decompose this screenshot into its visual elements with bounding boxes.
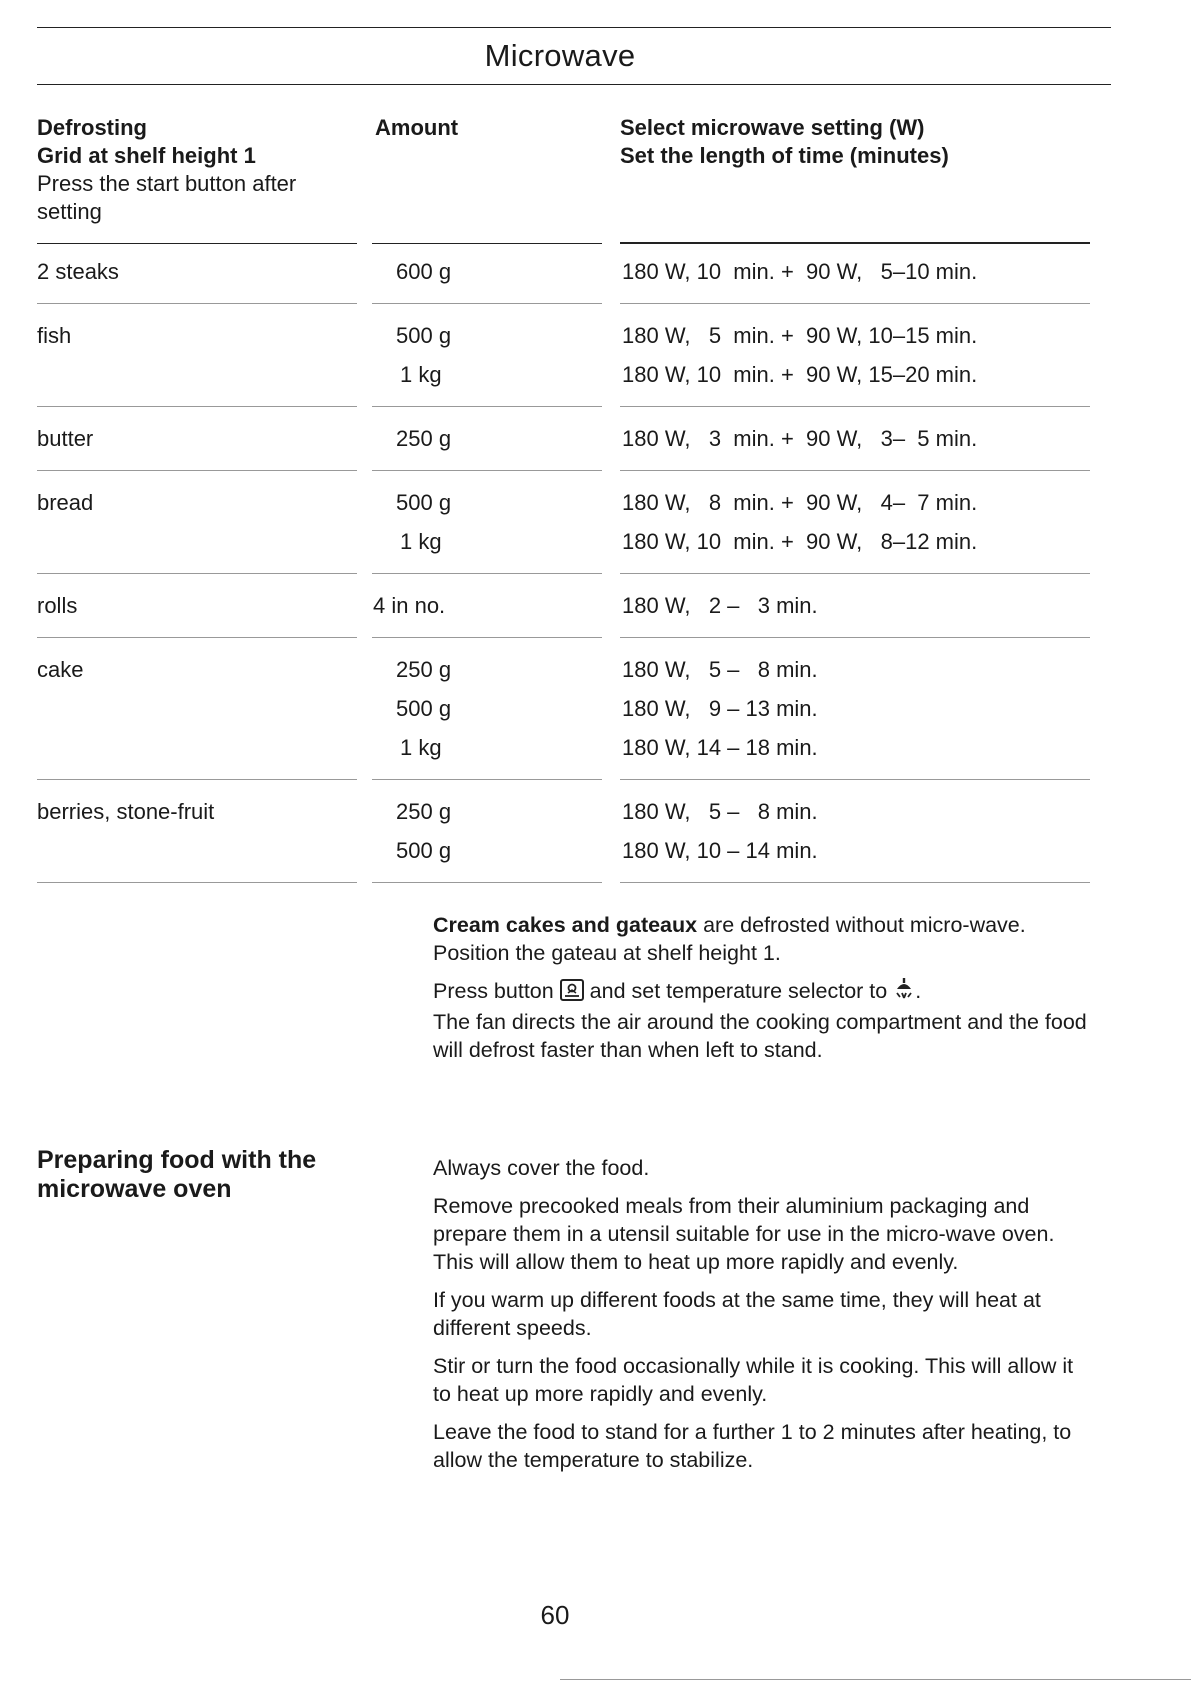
row-food: cake	[37, 657, 84, 682]
preparing-section	[433, 1154, 1088, 1484]
amount-value: 500 g	[396, 490, 452, 515]
page-title: Microwave	[484, 38, 636, 73]
row-food: bread	[37, 490, 94, 515]
setting-value: 180 W, 5 min. + 90 W, 10–15 min.	[622, 323, 978, 348]
fan-button-icon	[560, 979, 584, 1008]
header-rule-left	[37, 243, 357, 244]
row-amounts	[373, 592, 445, 631]
preparing-paragraph: If you warm up different foods at the same time, they will heat at different speeds.	[433, 1288, 1041, 1340]
row-divider-mid	[372, 470, 602, 471]
row-amounts	[396, 798, 451, 876]
setting-value: 180 W, 10 min. + 90 W, 15–20 min.	[622, 362, 978, 387]
row-amounts	[396, 258, 451, 297]
press-after: .	[915, 979, 922, 1003]
setting-value: 180 W, 5 – 8 min.	[622, 657, 818, 682]
row-divider-left	[37, 303, 357, 304]
row-divider-mid	[372, 573, 602, 574]
header-amount-label: Amount	[375, 115, 459, 140]
row-divider-left	[37, 637, 357, 638]
amount-value: 1 kg	[400, 362, 442, 387]
amount-value: 600 g	[396, 259, 452, 284]
setting-value: 180 W, 10 min. + 90 W, 5–10 min.	[622, 259, 978, 284]
preparing-heading: Preparing food with the microwave oven	[37, 1146, 317, 1203]
row-divider-left	[37, 779, 357, 780]
row-divider-right	[620, 470, 1090, 471]
header-amount	[375, 114, 458, 142]
row-amounts	[396, 322, 451, 400]
row-divider-mid	[372, 637, 602, 638]
cream-cakes-bold: Cream cakes and gateaux	[433, 913, 698, 937]
amount-value: 500 g	[396, 838, 452, 863]
cream-cakes-rest: are defrosted without micro-wave. Position the gateau at shelf height 1.	[433, 913, 1026, 965]
preparing-paragraph: Always cover the food.	[433, 1156, 650, 1180]
header-setting	[620, 114, 949, 170]
row-settings	[622, 489, 977, 567]
setting-value: 180 W, 5 – 8 min.	[622, 799, 818, 824]
header-setting-line2: Set the length of time (minutes)	[620, 143, 949, 168]
press-before: Press button	[433, 979, 560, 1003]
amount-value: 250 g	[396, 657, 452, 682]
cream-cakes-text	[433, 911, 1088, 967]
row-settings	[622, 798, 818, 876]
header-defrosting-title: Defrosting	[37, 115, 147, 140]
header-rule-mid	[372, 243, 602, 244]
row-settings	[622, 592, 818, 631]
top-rule	[37, 27, 1111, 28]
preparing-paragraph: Leave the food to stand for a further 1 to 2 minutes after heating, to allow the temperature to stabilize.	[433, 1420, 1072, 1472]
row-divider-mid	[372, 882, 602, 883]
header-rule-right	[620, 242, 1090, 244]
row-settings	[622, 258, 977, 297]
row-divider-right	[620, 637, 1090, 638]
row-food: fish	[37, 323, 72, 348]
setting-value: 180 W, 3 min. + 90 W, 3– 5 min.	[622, 426, 978, 451]
row-settings	[622, 322, 977, 400]
page-number: 60	[540, 1600, 570, 1630]
row-divider-right	[620, 779, 1090, 780]
row-divider-right	[620, 573, 1090, 574]
row-food: berries, stone-fruit	[37, 799, 215, 824]
header-note: Press the start button after setting	[37, 171, 297, 224]
amount-value: 500 g	[396, 696, 452, 721]
setting-value: 180 W, 8 min. + 90 W, 4– 7 min.	[622, 490, 978, 515]
press-button-text	[433, 977, 1088, 1064]
setting-value: 180 W, 2 – 3 min.	[622, 593, 818, 618]
fan-text: The fan directs the air around the cooking compartment and the food will defrost faster than when left to stand.	[433, 1010, 1087, 1062]
amount-value: 4 in no.	[373, 593, 446, 618]
row-food: rolls	[37, 593, 78, 618]
row-settings	[622, 425, 977, 464]
cream-cakes-section	[433, 911, 1088, 1064]
row-divider-right	[620, 303, 1090, 304]
amount-value: 500 g	[396, 323, 452, 348]
row-food: 2 steaks	[37, 259, 119, 284]
preparing-paragraph: Stir or turn the food occasionally while it is cooking. This will allow it to heat up more rapidly and evenly.	[433, 1354, 1074, 1406]
row-divider-left	[37, 573, 357, 574]
row-divider-mid	[372, 406, 602, 407]
preparing-paragraph: Remove precooked meals from their aluminium packaging and prepare them in a utensil suitable for use in the micro-wave oven. This will allow them to heat up more rapidly and evenly.	[433, 1194, 1055, 1274]
row-amounts	[396, 656, 451, 773]
amount-value: 250 g	[396, 426, 452, 451]
row-divider-mid	[372, 303, 602, 304]
row-divider-left	[37, 882, 357, 883]
row-settings	[622, 656, 818, 773]
row-divider-right	[620, 406, 1090, 407]
row-divider-left	[37, 470, 357, 471]
bottom-edge-rule	[560, 1679, 1191, 1680]
row-amounts	[396, 489, 451, 567]
row-divider-mid	[372, 779, 602, 780]
header-defrosting	[37, 114, 357, 226]
setting-value: 180 W, 14 – 18 min.	[622, 735, 818, 760]
amount-value: 1 kg	[400, 529, 442, 554]
setting-value: 180 W, 10 – 14 min.	[622, 838, 818, 863]
row-divider-right	[620, 882, 1090, 883]
row-divider-left	[37, 406, 357, 407]
defrost-symbol-icon	[893, 977, 915, 1008]
header-setting-line1: Select microwave setting (W)	[620, 115, 925, 140]
row-amounts	[396, 425, 451, 464]
setting-value: 180 W, 10 min. + 90 W, 8–12 min.	[622, 529, 978, 554]
title-rule	[37, 84, 1111, 85]
row-food: butter	[37, 426, 94, 451]
press-middle: and set temperature selector to	[583, 979, 894, 1003]
setting-value: 180 W, 9 – 13 min.	[622, 696, 818, 721]
amount-value: 1 kg	[400, 735, 442, 760]
amount-value: 250 g	[396, 799, 452, 824]
header-shelf-height: Grid at shelf height 1	[37, 143, 256, 168]
